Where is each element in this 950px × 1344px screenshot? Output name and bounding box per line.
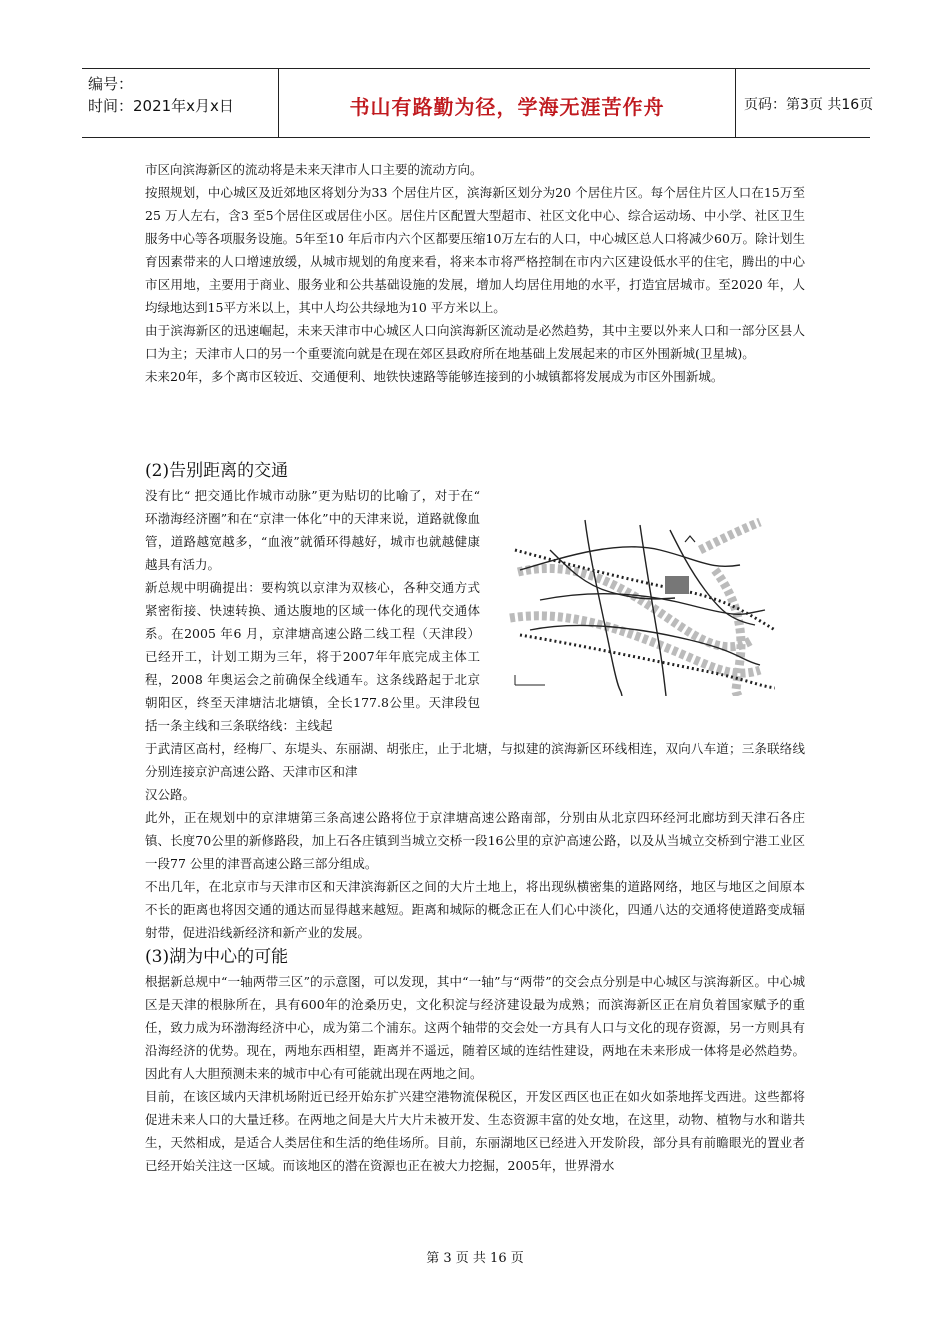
paragraph: 汉公路。 — [145, 787, 196, 802]
header-motto-cell — [279, 69, 736, 137]
paragraph: 由于滨海新区的迅速崛起，未来天津市中心城区人口向滨海新区流动是必然趋势，其中主要以外来人口和一部分区县人口为主；天津市人口的另一个重要流向就是在现在郊区县政府所在地基础上发展起来的市区外围新城(卫星城)。 — [145, 323, 805, 361]
paragraph: 不出几年，在北京市与天津市区和天津滨海新区之间的大片土地上，将出现纵横密集的道路网络，地区与地区之间原本不长的距离也将因交通的通达而显得越来越短。距离和城际的概念正在人们心中淡化，四通八达的交通将使道路变成辐射带，促进沿线新经济和新产业的发展。 — [145, 879, 805, 940]
city-center-block — [665, 576, 689, 594]
north-arrow-icon — [685, 536, 695, 542]
traffic-map-figure — [490, 510, 775, 696]
paragraph: 于武清区高村，经梅厂、东堤头、东丽湖、胡张庄，止于北塘，与拟建的滨海新区环线相连，双向八车道；三条联络线分别连接京沪高速公路、天津市区和津 — [145, 741, 805, 779]
header-meta — [82, 69, 279, 137]
section-heading: (2)告别距离的交通 — [145, 461, 289, 481]
paragraph: 目前，在该区域内天津机场附近已经开始东扩兴建空港物流保税区，开发区西区也正在如火如荼地挥戈西进。这些都将促进未来人口的大量迁移。在两地之间是大片大片未被开发、生态资源丰富的处女地，在这里，动物、植物与水和谐共生，天然相成，是适合人类居住和生活的绝佳场所。目前，东丽湖地区已经进入开发阶段，部分具有前瞻眼光的置业者已经开始关注这一区域。而该地区的潜在资源也正在被大力挖掘，2005年，世界滑水 — [145, 1089, 805, 1173]
paragraph: 此外，正在规划中的京津塘第三条高速公路将位于京津塘高速公路南部，分别由从北京四环经河北廊坊到天津石各庄镇、长度70公里的新修路段，加上石各庄镇到当城立交桥一段16公里的京沪高速公路，以及从当城立交桥到宁港工业区一段77 公里的津晋高速公路三部分组成。 — [145, 810, 805, 871]
traffic-map — [490, 510, 775, 696]
header-motto: 书山有路勤为径，学海无涯苦作舟 — [349, 95, 665, 119]
paragraph: 市区向滨海新区的流动将是未来天津市人口主要的流动方向。 — [145, 162, 483, 177]
header-page-label: 页码：第3页 共16页 — [744, 97, 874, 113]
paragraph: 根据新总规中“一轴两带三区”的示意图，可以发现，其中“一轴”与“两带”的交会点分别是中心城区与滨海新区。中心城区是天津的根脉所在，具有600年的沧桑历史，文化积淀与经济建设最为成熟；而滨海新区正在肩负着国家赋予的重任，致力成为环渤海经济中心，成为第二个浦东。这两个轴带的交会处一方具有人口与文化的现存资源，另一方则具有沿海经济的优势。现在，两地东西相望，距离并不遥远，随着区域的连结性建设，两地在未来形成一体将是必然趋势。因此有人大胆预测未来的城市中心有可能就出现在两地之间。 — [145, 974, 805, 1081]
section-heading: (3)湖为中心的可能 — [145, 947, 289, 967]
scale-bar — [515, 675, 545, 685]
doc-number-label: 编号： — [88, 75, 134, 93]
header-page-cell — [736, 69, 874, 137]
page-footer: 第 3 页 共 16 页 — [426, 1251, 524, 1266]
section-population — [145, 158, 805, 388]
paragraph: 新总规中明确提出：要构筑以京津为双核心，各种交通方式紧密衔接、快速转换、通达腹地的区域一体化的现代交通体系。在2005 年6 月，京津塘高速公路二线工程（天津段）已经开工，计划工期为三年，将于2007年年底完成主体工程，2008 年奥运会之前确保全线通车。这条线路起于北京朝阳区，终至天津塘沽北塘镇，全长177.8公里。天津段包括一条主线和三条联络线：主线起 — [145, 580, 480, 733]
paragraph: 未来20年，多个离市区较近、交通便利、地铁快速路等能够连接到的小城镇都将发展成为市区外围新城。 — [145, 369, 724, 384]
green-belts — [510, 522, 760, 696]
paragraph: 没有比“ 把交通比作城市动脉”更为贴切的比喻了，对于在“ 环渤海经济圈”和在“京津一体化”中的天津来说，道路就像血管，道路越宽越多，“血液”就循环得越好，城市也就越健康越具有活力。 — [145, 488, 480, 572]
doc-time-label: 时间：2021年x月x日 — [88, 97, 234, 115]
paragraph: 按照规划，中心城区及近郊地区将划分为33 个居住片区，滨海新区划分为20 个居住片区。每个居住片区人口在15万至25 万人左右，含3 至5个居住区或居住小区。居住片区配置大型超市、社区文化中心、综合运动场、中小学、社区卫生服务中心等各项服务设施。5年至10 年后市内六个区都要压缩10万左右的人口，中心城区总人口将减少60万。除计划生育因素带来的人口增速放缓，从城市规划的角度来看，将来本市将严格控制在市内六区建设低水平的住宅，腾出的中心市区用地，主要用于商业、服务业和公共基础设施的发展，增加人均居住用地的水平，打造宜居城市。至2020 年，人均绿地达到15平方米以上，其中人均公共绿地为10 平方米以上。 — [145, 185, 805, 315]
page-header — [82, 68, 874, 138]
